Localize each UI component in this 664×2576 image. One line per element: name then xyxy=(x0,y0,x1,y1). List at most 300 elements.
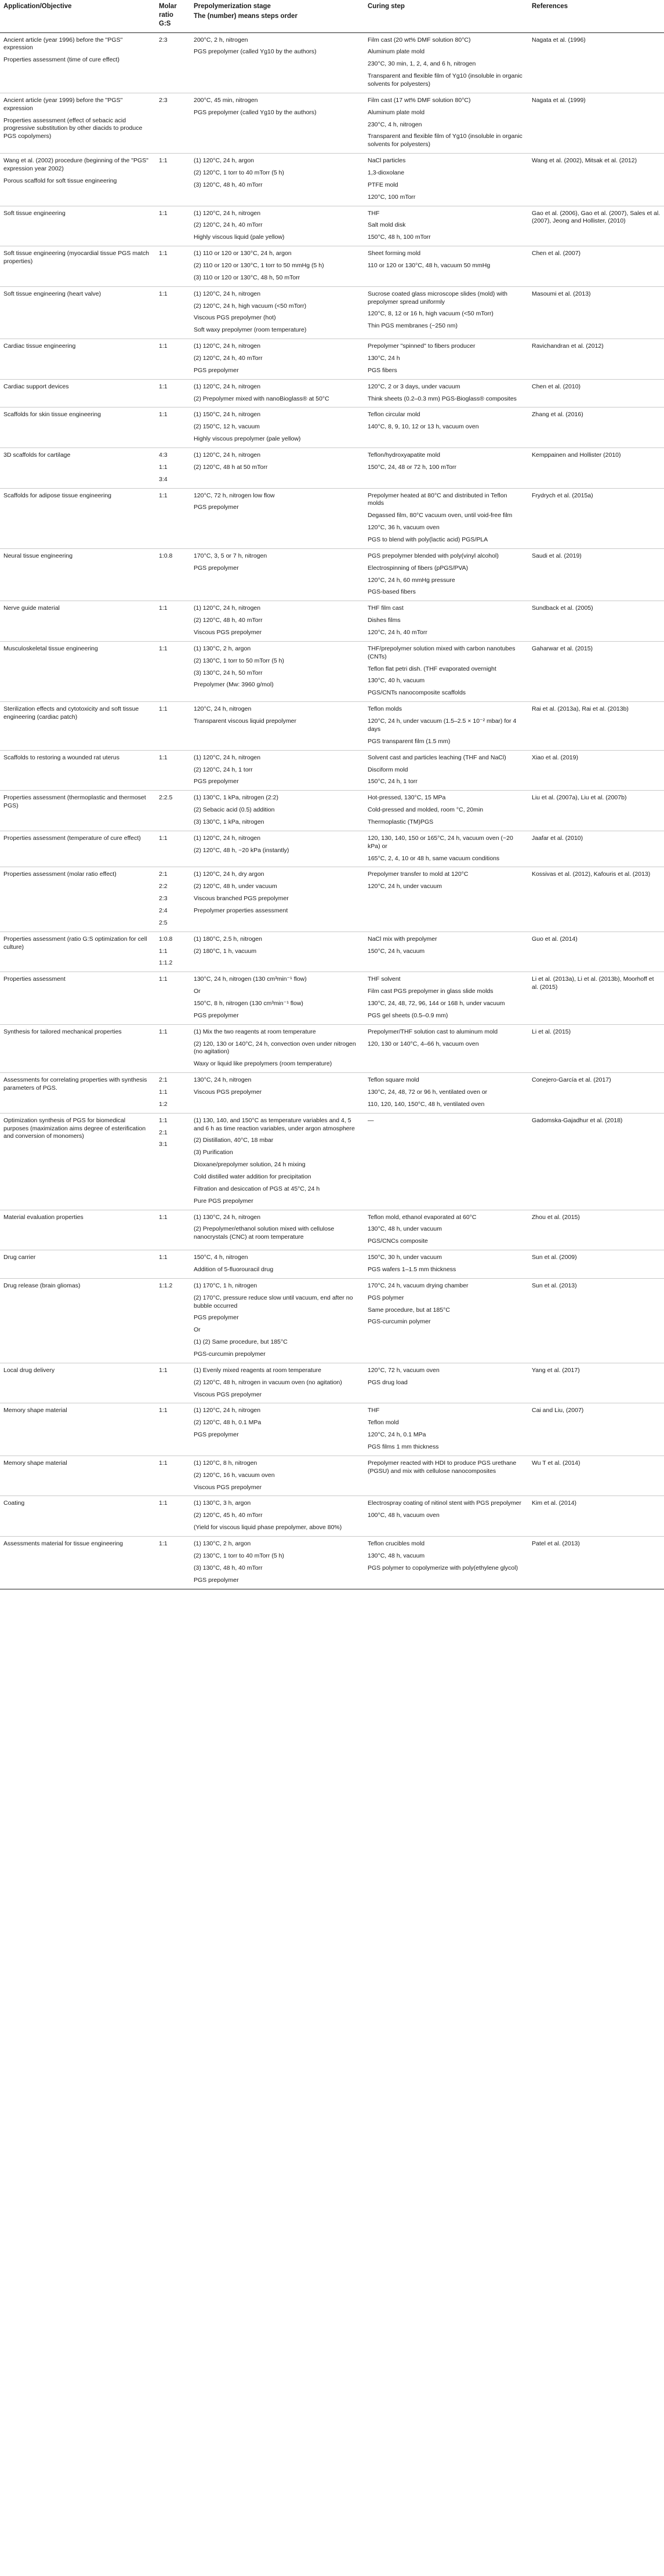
curing-line: Film cast PGS prepolymer in glass slide molds xyxy=(368,988,494,995)
curing-line: 150°C, 24 h, 1 torr xyxy=(368,778,418,785)
prepolymerization-line: Prepolymer (Mw: 3960 g/mol) xyxy=(194,681,274,689)
prepolymerization-line: 150°C, 8 h, nitrogen (130 cm³min⁻¹ flow) xyxy=(194,999,303,1007)
application-line: Cardiac tissue engineering xyxy=(3,343,76,350)
curing-line: 130°C, 48 h, vacuum xyxy=(368,1552,425,1559)
molar-ratio-line: 1:1 xyxy=(159,209,168,217)
references-cell xyxy=(528,246,664,287)
molar-ratio-line: 1:1 xyxy=(159,290,168,297)
application-line: Scaffolds for adipose tissue engineering xyxy=(3,492,112,499)
curing-line: 130°C, 24 h xyxy=(368,355,400,362)
curing-line: Prepolymer "spinned" to fibers producer xyxy=(368,343,476,350)
molar-ratio-line: 2:4 xyxy=(159,907,168,914)
application-line: Neural tissue engineering xyxy=(3,552,73,559)
references-cell xyxy=(528,1496,664,1537)
application-cell xyxy=(0,791,155,831)
references-line: Zhang et al. (2016) xyxy=(532,411,583,419)
molar-ratio-line: 1:1 xyxy=(159,605,168,612)
prepolymerization-line: (2) 130°C, 1 torr to 50 mTorr (5 h) xyxy=(194,657,284,664)
table-row xyxy=(0,339,664,380)
molar-ratio-cell xyxy=(155,1363,190,1403)
prepolymerization-line: (1) 120°C, 24 h, nitrogen xyxy=(194,452,261,459)
application-line: Scaffolds to restoring a wounded rat uterus xyxy=(3,754,120,761)
application-cell xyxy=(0,702,155,750)
prepolymerization-line: Pure PGS prepolymer xyxy=(194,1197,253,1205)
prepolymerization-line: (1) 120°C, 24 h, nitrogen xyxy=(194,383,261,390)
curing-line: PGS gel sheets (0.5–0.9 mm) xyxy=(368,1012,448,1019)
prepolymerization-cell xyxy=(190,932,364,972)
application-line: Properties assessment (temperature of cure effect) xyxy=(3,834,141,842)
prepolymerization-cell xyxy=(190,1250,364,1279)
curing-cell xyxy=(364,1113,528,1210)
curing-line: PGS polymer xyxy=(368,1294,404,1301)
application-cell xyxy=(0,1363,155,1403)
prepolymerization-line: (1) 120°C, 24 h, dry argon xyxy=(194,871,264,878)
prepolymerization-line: (1) 150°C, 24 h, nitrogen xyxy=(194,411,261,419)
curing-line: 120°C, 2 or 3 days, under vacuum xyxy=(368,383,460,390)
prepolymerization-line: (2) 120°C, 48 h at 50 mTorr xyxy=(194,463,268,471)
application-cell xyxy=(0,972,155,1024)
molar-ratio-cell xyxy=(155,407,190,448)
curing-line: 165°C, 2, 4, 10 or 48 h, same vacuum conditions xyxy=(368,854,500,862)
table-row xyxy=(0,286,664,339)
curing-line: 120°C, 100 mTorr xyxy=(368,193,416,201)
prepolymerization-line: Cold distilled water addition for precipitation xyxy=(194,1173,311,1180)
prepolymerization-line: (1) 120°C, 24 h, nitrogen xyxy=(194,290,261,297)
references-cell xyxy=(528,93,664,153)
curing-cell xyxy=(364,1250,528,1279)
curing-line: PGS prepolymer blended with poly(vinyl alcohol) xyxy=(368,552,499,559)
references-line: Rai et al. (2013a), Rai et al. (2013b) xyxy=(532,705,629,713)
prepolymerization-cell xyxy=(190,1024,364,1072)
curing-line: Prepolymer reacted with HDI to produce PGS urethane (PGSU) and mix with cellulose nanocomposites xyxy=(368,1459,517,1475)
table-row xyxy=(0,641,664,701)
curing-line: Dishes films xyxy=(368,617,401,624)
prepolymerization-cell xyxy=(190,867,364,932)
curing-line: — xyxy=(368,1116,374,1124)
prepolymerization-line: (2) 120°C, 48 h, under vacuum xyxy=(194,883,277,890)
prepolymerization-line: (3) 130°C, 24 h, 50 mTorr xyxy=(194,669,263,676)
molar-ratio-line: 1:1 xyxy=(159,1088,168,1096)
prepolymerization-line: Transparent viscous liquid prepolymer xyxy=(194,718,297,725)
table-row xyxy=(0,448,664,489)
table-row xyxy=(0,601,664,642)
prepolymerization-line: (2) 180°C, 1 h, vacuum xyxy=(194,947,257,955)
table-row xyxy=(0,791,664,831)
prepolymerization-line: PGS prepolymer (called Yg10 by the authors) xyxy=(194,108,317,116)
prepolymerization-cell xyxy=(190,1363,364,1403)
prepolymerization-cell xyxy=(190,286,364,339)
prepolymerization-line: Highly viscous prepolymer (pale yellow) xyxy=(194,435,301,443)
molar-ratio-cell xyxy=(155,1113,190,1210)
references-line: Li et al. (2015) xyxy=(532,1028,571,1035)
curing-line: PGS transparent film (1.5 mm) xyxy=(368,737,451,745)
references-cell xyxy=(528,1537,664,1589)
references-line: Sun et al. (2013) xyxy=(532,1282,577,1289)
curing-line: Film cast (20 wt% DMF solution 80°C) xyxy=(368,36,471,43)
curing-line: PGS-based fibers xyxy=(368,588,416,596)
prepolymerization-line: (2) 150°C, 12 h, vacuum xyxy=(194,423,260,431)
application-cell xyxy=(0,932,155,972)
application-line: Local drug delivery xyxy=(3,1366,55,1374)
curing-line: PGS fibers xyxy=(368,366,397,374)
curing-cell xyxy=(364,93,528,153)
prepolymerization-line: Viscous PGS prepolymer xyxy=(194,1483,262,1491)
molar-ratio-cell xyxy=(155,339,190,380)
table-row xyxy=(0,154,664,206)
curing-line: 100°C, 48 h, vacuum oven xyxy=(368,1512,440,1519)
references-cell xyxy=(528,548,664,601)
prepolymerization-line: (1) 130°C, 2 h, argon xyxy=(194,1540,251,1548)
curing-cell xyxy=(364,972,528,1024)
table-row xyxy=(0,1250,664,1279)
application-line: Optimization synthesis of PGS for biomedical purposes (maximization aims degree of esterification and conversion of monomers) xyxy=(3,1116,146,1140)
references-line: Nagata et al. (1996) xyxy=(532,36,586,43)
molar-ratio-cell xyxy=(155,1024,190,1072)
application-cell xyxy=(0,379,155,407)
molar-ratio-line: 1:1 xyxy=(159,1500,168,1507)
curing-line: 120°C, 8, 12 or 16 h, high vacuum (<50 mTorr) xyxy=(368,310,494,318)
curing-line: Teflon mold, ethanol evaporated at 60°C xyxy=(368,1213,477,1221)
prepolymerization-line: (1) 130°C, 1 kPa, nitrogen (2:2) xyxy=(194,794,279,802)
curing-line: 230°C, 30 min, 1, 2, 4, and 6 h, nitrogen xyxy=(368,60,476,68)
molar-ratio-cell xyxy=(155,972,190,1024)
prepolymerization-line: PGS-curcumin prepolymer xyxy=(194,1351,266,1358)
application-line: Ancient article (year 1999) before the "PGS" expression xyxy=(3,96,123,112)
references-line: Chen et al. (2010) xyxy=(532,383,581,390)
curing-line: Thermoplastic (TM)PGS xyxy=(368,818,434,825)
curing-line: Prepolymer transfer to mold at 120°C xyxy=(368,871,469,878)
curing-line: PTFE mold xyxy=(368,181,398,188)
prepolymerization-line: (2) 110 or 120 or 130°C, 1 torr to 50 mmHg (5 h) xyxy=(194,261,324,269)
references-cell xyxy=(528,791,664,831)
application-cell xyxy=(0,601,155,642)
references-cell xyxy=(528,206,664,246)
prepolymerization-cell xyxy=(190,1073,364,1114)
prepolymerization-line: (1) 170°C, 1 h, nitrogen xyxy=(194,1282,257,1289)
prepolymerization-cell xyxy=(190,548,364,601)
curing-line: Film cast (17 wt% DMF solution 80°C) xyxy=(368,96,471,104)
prepolymerization-line: Highly viscous liquid (pale yellow) xyxy=(194,234,285,241)
prepolymerization-line: 200°C, 2 h, nitrogen xyxy=(194,36,248,43)
curing-cell xyxy=(364,1537,528,1589)
molar-ratio-line: 1:1 xyxy=(159,411,168,419)
application-line: Scaffolds for skin tissue engineering xyxy=(3,411,101,419)
prepolymerization-line: (2) Sebacic acid (0.5) addition xyxy=(194,806,275,814)
application-line: Soft tissue engineering (myocardial tissue PGS match properties) xyxy=(3,250,149,265)
references-cell xyxy=(528,932,664,972)
references-line: Cai and Liu, (2007) xyxy=(532,1407,584,1414)
prepolymerization-line: Waxy or liquid like prepolymers (room temperature) xyxy=(194,1060,332,1068)
references-line: Frydrych et al. (2015a) xyxy=(532,492,593,499)
application-cell xyxy=(0,1403,155,1456)
molar-ratio-cell xyxy=(155,206,190,246)
application-line: Porous scaffold for soft tissue engineering xyxy=(3,177,117,184)
curing-line: 130°C, 24, 48, 72, 96, 144 or 168 h, under vacuum xyxy=(368,999,505,1007)
prepolymerization-line: (1) 120°C, 24 h, nitrogen xyxy=(194,209,261,217)
prepolymerization-line: Viscous branched PGS prepolymer xyxy=(194,895,289,903)
curing-line: Aluminum plate mold xyxy=(368,48,425,56)
molar-ratio-line: 1:1 xyxy=(159,947,168,955)
prepolymerization-cell xyxy=(190,1403,364,1456)
curing-line: 130°C, 48 h, under vacuum xyxy=(368,1225,442,1233)
prepolymerization-cell xyxy=(190,407,364,448)
application-line: Properties assessment (molar ratio effect) xyxy=(3,871,117,878)
prepolymerization-line: (3) 130°C, 48 h, 40 mTorr xyxy=(194,1564,263,1571)
table-body xyxy=(0,32,664,1589)
prepolymerization-line: (2) 120°C, 45 h, 40 mTorr xyxy=(194,1512,263,1519)
prepolymerization-cell xyxy=(190,831,364,867)
application-cell xyxy=(0,548,155,601)
curing-cell xyxy=(364,1496,528,1537)
application-line: 3D scaffolds for cartilage xyxy=(3,452,71,459)
molar-ratio-cell xyxy=(155,1496,190,1537)
prepolymerization-line: (3) Purification xyxy=(194,1149,233,1156)
application-cell xyxy=(0,246,155,287)
curing-line: 120°C, 36 h, vacuum oven xyxy=(368,524,440,532)
molar-ratio-cell xyxy=(155,379,190,407)
references-cell xyxy=(528,1113,664,1210)
molar-ratio-cell xyxy=(155,831,190,867)
header-curing: Curing step xyxy=(364,0,528,32)
curing-cell xyxy=(364,867,528,932)
prepolymerization-line: Soft waxy prepolymer (room temperature) xyxy=(194,326,307,334)
references-line: Kossivas et al. (2012), Kafouris et al. (2013) xyxy=(532,871,651,878)
prepolymerization-line: Or xyxy=(194,988,201,995)
references-line: Zhou et al. (2015) xyxy=(532,1213,580,1221)
prepolymerization-line: (Yield for viscous liquid phase prepolymer, above 80%) xyxy=(194,1524,342,1531)
references-cell xyxy=(528,1073,664,1114)
table-row xyxy=(0,1073,664,1114)
header-prepolymerization: Prepolymerization stage The (number) means steps order xyxy=(190,0,364,32)
molar-ratio-line: 2:2.5 xyxy=(159,794,173,802)
curing-line: PGS/CNCs composite xyxy=(368,1238,428,1245)
references-cell xyxy=(528,750,664,791)
molar-ratio-line: 2:1 xyxy=(159,1129,168,1136)
prepolymerization-cell xyxy=(190,339,364,380)
curing-line: PGS polymer to copolymerize with poly(ethylene glycol) xyxy=(368,1564,518,1571)
prepolymerization-cell xyxy=(190,93,364,153)
curing-cell xyxy=(364,1456,528,1496)
molar-ratio-line: 1:1 xyxy=(159,343,168,350)
application-cell xyxy=(0,1278,155,1363)
prepolymerization-line: PGS prepolymer xyxy=(194,1576,239,1584)
molar-ratio-line: 1:1 xyxy=(159,1366,168,1374)
prepolymerization-line: Dioxane/prepolymer solution, 24 h mixing xyxy=(194,1161,306,1169)
curing-cell xyxy=(364,1403,528,1456)
curing-line: 1,3-dioxolane xyxy=(368,169,405,176)
references-cell xyxy=(528,32,664,93)
application-cell xyxy=(0,1496,155,1537)
molar-ratio-cell xyxy=(155,1278,190,1363)
application-line: Memory shape material xyxy=(3,1407,67,1414)
table-row xyxy=(0,1210,664,1250)
references-line: Xiao et al. (2019) xyxy=(532,754,578,761)
molar-ratio-cell xyxy=(155,750,190,791)
prepolymerization-line: (1) 130, 140, and 150°C as temperature variables and 4, 5 and 6 h as time reaction variables, under argon atmosphere xyxy=(194,1116,355,1132)
curing-cell xyxy=(364,488,528,548)
curing-cell xyxy=(364,154,528,206)
application-cell xyxy=(0,1210,155,1250)
curing-line: Aluminum plate mold xyxy=(368,108,425,116)
curing-line: Teflon flat petri dish. (THF evaporated overnight xyxy=(368,665,496,672)
molar-ratio-line: 2:2 xyxy=(159,883,168,890)
molar-ratio-line: 2:3 xyxy=(159,96,168,104)
prepolymerization-line: (1) 180°C, 2.5 h, nitrogen xyxy=(194,935,263,943)
curing-line: Teflon crucibles mold xyxy=(368,1540,425,1548)
molar-ratio-cell xyxy=(155,1403,190,1456)
molar-ratio-line: 1:1 xyxy=(159,463,168,471)
curing-cell xyxy=(364,206,528,246)
application-cell xyxy=(0,867,155,932)
prepolymerization-line: (1) 130°C, 3 h, argon xyxy=(194,1500,251,1507)
molar-ratio-line: 1:1 xyxy=(159,834,168,842)
curing-line: Teflon square mold xyxy=(368,1076,419,1084)
curing-line: 130°C, 40 h, vacuum xyxy=(368,677,425,685)
molar-ratio-cell xyxy=(155,1537,190,1589)
molar-ratio-line: 1:1 xyxy=(159,157,168,165)
header-references: References xyxy=(528,0,664,32)
prepolymerization-line: (2) 120°C, 16 h, vacuum oven xyxy=(194,1471,275,1479)
application-cell xyxy=(0,286,155,339)
prepolymerization-line: (2) 120°C, 1 torr to 40 mTorr (5 h) xyxy=(194,169,284,176)
prepolymerization-line: (2) 120°C, 48 h, 40 mTorr xyxy=(194,617,263,624)
references-line: Conejero-García et al. (2017) xyxy=(532,1076,611,1084)
curing-line: NaCl mix with prepolymer xyxy=(368,935,437,943)
curing-line: Solvent cast and particles leaching (THF and NaCl) xyxy=(368,754,506,761)
application-line: Drug carrier xyxy=(3,1254,36,1261)
references-line: Chen et al. (2007) xyxy=(532,250,581,257)
curing-line: 120°C, 24 h, 60 mmHg pressure xyxy=(368,576,455,584)
prepolymerization-line: PGS prepolymer xyxy=(194,564,239,572)
molar-ratio-line: 1:0.8 xyxy=(159,552,173,559)
curing-cell xyxy=(364,339,528,380)
references-cell xyxy=(528,1250,664,1279)
molar-ratio-cell xyxy=(155,32,190,93)
molar-ratio-line: 1:1 xyxy=(159,383,168,390)
molar-ratio-line: 2:1 xyxy=(159,871,168,878)
references-line: Kim et al. (2014) xyxy=(532,1500,577,1507)
prepolymerization-line: Prepolymer properties assessment xyxy=(194,907,288,914)
curing-line: 150°C, 30 h, under vacuum xyxy=(368,1254,442,1261)
curing-line: PGS films 1 mm thickness xyxy=(368,1443,439,1451)
molar-ratio-line: 1:1 xyxy=(159,1028,168,1035)
molar-ratio-line: 1:1 xyxy=(159,976,168,983)
prepolymerization-line: (1) 120°C, 24 h, nitrogen xyxy=(194,754,261,761)
references-cell xyxy=(528,1456,664,1496)
molar-ratio-cell xyxy=(155,246,190,287)
references-line: Guo et al. (2014) xyxy=(532,935,578,943)
curing-line: Teflon/hydroxyapatite mold xyxy=(368,452,440,459)
prepolymerization-line: 150°C, 4 h, nitrogen xyxy=(194,1254,248,1261)
references-line: Li et al. (2013a), Li et al. (2013b), Moorhoff et al. (2015) xyxy=(532,976,654,991)
references-cell xyxy=(528,831,664,867)
molar-ratio-cell xyxy=(155,867,190,932)
application-cell xyxy=(0,154,155,206)
prepolymerization-line: 170°C, 3, 5 or 7 h, nitrogen xyxy=(194,552,267,559)
table-row xyxy=(0,93,664,153)
prepolymerization-cell xyxy=(190,448,364,489)
prepolymerization-line: (1) 120°C, 24 h, nitrogen xyxy=(194,605,261,612)
curing-line: 120°C, 24 h, under vacuum (1.5–2.5 × 10⁻² mbar) for 4 days xyxy=(368,718,517,733)
references-line: Saudi et al. (2019) xyxy=(532,552,582,559)
table-row xyxy=(0,972,664,1024)
references-line: Gadomska-Gajadhur et al. (2018) xyxy=(532,1116,623,1124)
application-cell xyxy=(0,1024,155,1072)
curing-line: Degassed film, 80°C vacuum oven, until void-free film xyxy=(368,512,513,519)
table-row xyxy=(0,1278,664,1363)
prepolymerization-line: (2) 130°C, 1 torr to 40 mTorr (5 h) xyxy=(194,1552,284,1559)
references-line: Jaafar et al. (2010) xyxy=(532,834,583,842)
curing-line: Transparent and flexible film of Yg10 (insoluble in organic solvents for polyesters) xyxy=(368,133,523,148)
molar-ratio-cell xyxy=(155,548,190,601)
curing-line: PGS wafers 1–1.5 mm thickness xyxy=(368,1266,456,1274)
molar-ratio-line: 3:4 xyxy=(159,475,168,483)
application-line: Properties assessment (effect of sebacic acid progressive substitution by other diacids to produce PGS copolymers) xyxy=(3,117,143,140)
prepolymerization-cell xyxy=(190,1210,364,1250)
prepolymerization-cell xyxy=(190,1456,364,1496)
prepolymerization-line: (2) 170°C, pressure reduce slow until vacuum, end after no bubble occurred xyxy=(194,1294,353,1309)
table-row xyxy=(0,932,664,972)
curing-line: Electrospray coating of nitinol stent with PGS prepolymer xyxy=(368,1500,521,1507)
prepolymerization-line: (2) 120°C, 48 h, 0.1 MPa xyxy=(194,1419,262,1427)
table-row xyxy=(0,407,664,448)
prepolymerization-cell xyxy=(190,791,364,831)
curing-cell xyxy=(364,1024,528,1072)
molar-ratio-line: 2:3 xyxy=(159,36,168,43)
prepolymerization-cell xyxy=(190,488,364,548)
curing-line: Electrospinning of fibers (pPGS/PVA) xyxy=(368,564,469,572)
references-line: Masoumi et al. (2013) xyxy=(532,290,591,297)
prepolymerization-cell xyxy=(190,601,364,642)
table-row xyxy=(0,750,664,791)
prepolymerization-line: (3) 120°C, 48 h, 40 mTorr xyxy=(194,181,263,188)
molar-ratio-line: 1:1.2 xyxy=(159,1282,173,1289)
references-cell xyxy=(528,379,664,407)
prepolymerization-line: (1) 120°C, 24 h, nitrogen xyxy=(194,834,261,842)
prepolymerization-line: (2) Prepolymer mixed with nanoBioglass® at 50°C xyxy=(194,395,329,402)
references-line: Wu T et al. (2014) xyxy=(532,1459,580,1467)
prepolymerization-line: (1) 120°C, 24 h, nitrogen xyxy=(194,1407,261,1414)
prepolymerization-line: 120°C, 24 h, nitrogen xyxy=(194,705,252,713)
curing-line: Hot-pressed, 130°C, 15 MPa xyxy=(368,794,446,802)
molar-ratio-line: 1:1 xyxy=(159,1459,168,1467)
curing-cell xyxy=(364,702,528,750)
molar-ratio-line: 1:1 xyxy=(159,645,168,652)
prepolymerization-line: Viscous PGS prepolymer (hot) xyxy=(194,314,276,322)
curing-line: Disciform mold xyxy=(368,766,408,773)
application-cell xyxy=(0,831,155,867)
molar-ratio-line: 1:1 xyxy=(159,1116,168,1124)
prepolymerization-line: PGS prepolymer xyxy=(194,1431,239,1439)
curing-cell xyxy=(364,932,528,972)
application-cell xyxy=(0,93,155,153)
references-line: Kemppainen and Hollister (2010) xyxy=(532,452,621,459)
application-cell xyxy=(0,1537,155,1589)
table-row xyxy=(0,1456,664,1496)
prepolymerization-line: (2) Distillation, 40°C, 18 mbar xyxy=(194,1137,274,1144)
curing-line: 170°C, 24 h, vacuum drying chamber xyxy=(368,1282,469,1289)
application-cell xyxy=(0,206,155,246)
molar-ratio-line: 1:1 xyxy=(159,1407,168,1414)
curing-cell xyxy=(364,1073,528,1114)
curing-line: PGS drug load xyxy=(368,1378,408,1386)
application-line: Musculoskeletal tissue engineering xyxy=(3,645,98,652)
references-line: Patel et al. (2013) xyxy=(532,1540,580,1548)
prepolymerization-line: (1) (2) Same procedure, but 185°C xyxy=(194,1338,288,1346)
molar-ratio-cell xyxy=(155,93,190,153)
prepolymerization-line: PGS prepolymer xyxy=(194,778,239,785)
curing-line: Same procedure, but at 185°C xyxy=(368,1306,450,1314)
